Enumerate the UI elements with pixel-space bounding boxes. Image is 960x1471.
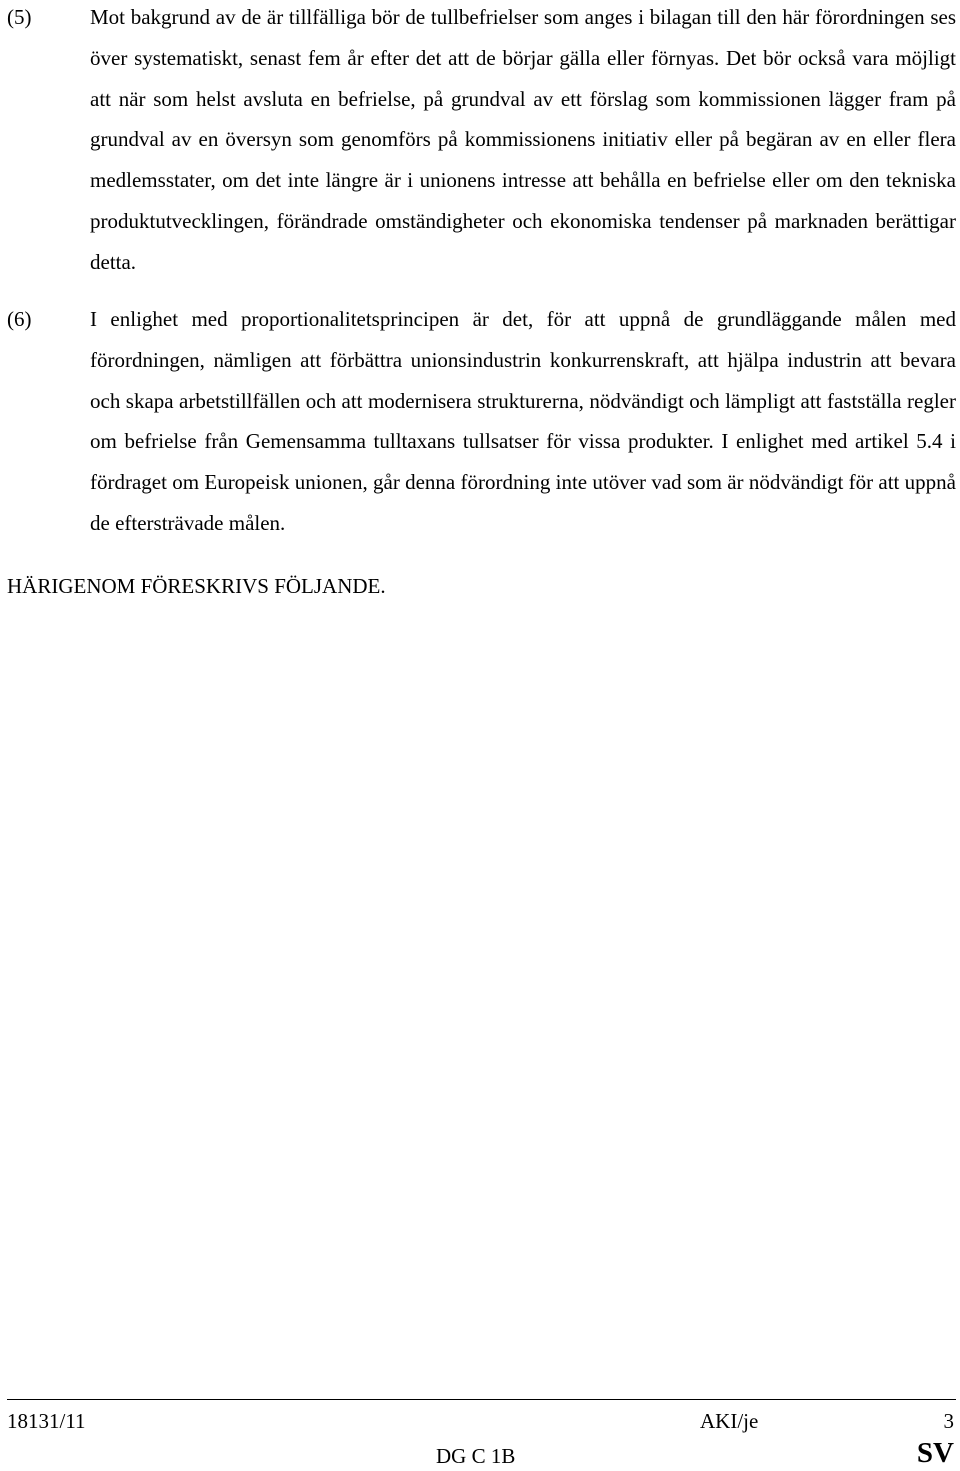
footer-page-number: 3	[943, 1409, 954, 1433]
footer-directorate: DG C 1B	[436, 1444, 516, 1468]
paragraph-number: (5)	[7, 5, 32, 29]
footer-document-reference: 18131/11	[7, 1409, 86, 1433]
paragraph-text: Mot bakgrund av de är tillfälliga bör de tullbefrielser som anges i bilagan till den här förordningen ses över systematiskt, senast fem år efter det att de börjar gälla eller förnyas. Det bör också vara möjligt att när som helst avsluta en befrielse, på grundval av ett förslag som kommissionen lägger fram på grundval av en översyn som genomförs på kommissionens initiativ eller på begäran av en eller flera medlemsstater, om det inte längre är i unionens intresse att behålla en befrielse eller om den tekniska produktutvecklingen, förändrade omständigheter och ekonomiska tendenser på marknaden berättigar detta.	[90, 5, 956, 274]
paragraph-text: I enlighet med proportionalitetsprincipen är det, för att uppnå de grundläggande målen med förordningen, nämligen att förbättra unionsindustrin konkurrenskraft, att hjälpa industrin att bevara och skapa arbetstillfällen och att modernisera strukturerna, nödvändigt och lämpligt att fastställa regler om befrielse från Gemensamma tulltaxans tullsatser för vissa produkter. I enlighet med artikel 5.4 i fördraget om Europeisk unionen, går denna förordning inte utöver vad som är nödvändigt för att uppnå de eftersträvade målen.	[90, 307, 956, 535]
paragraph-number: (6)	[7, 307, 32, 331]
footer-divider	[7, 1399, 956, 1400]
footer-language-code: SV	[916, 1437, 954, 1469]
footer-initials: AKI/je	[700, 1409, 759, 1433]
enacting-clause: HÄRIGENOM FÖRESKRIVS FÖLJANDE.	[7, 574, 386, 598]
